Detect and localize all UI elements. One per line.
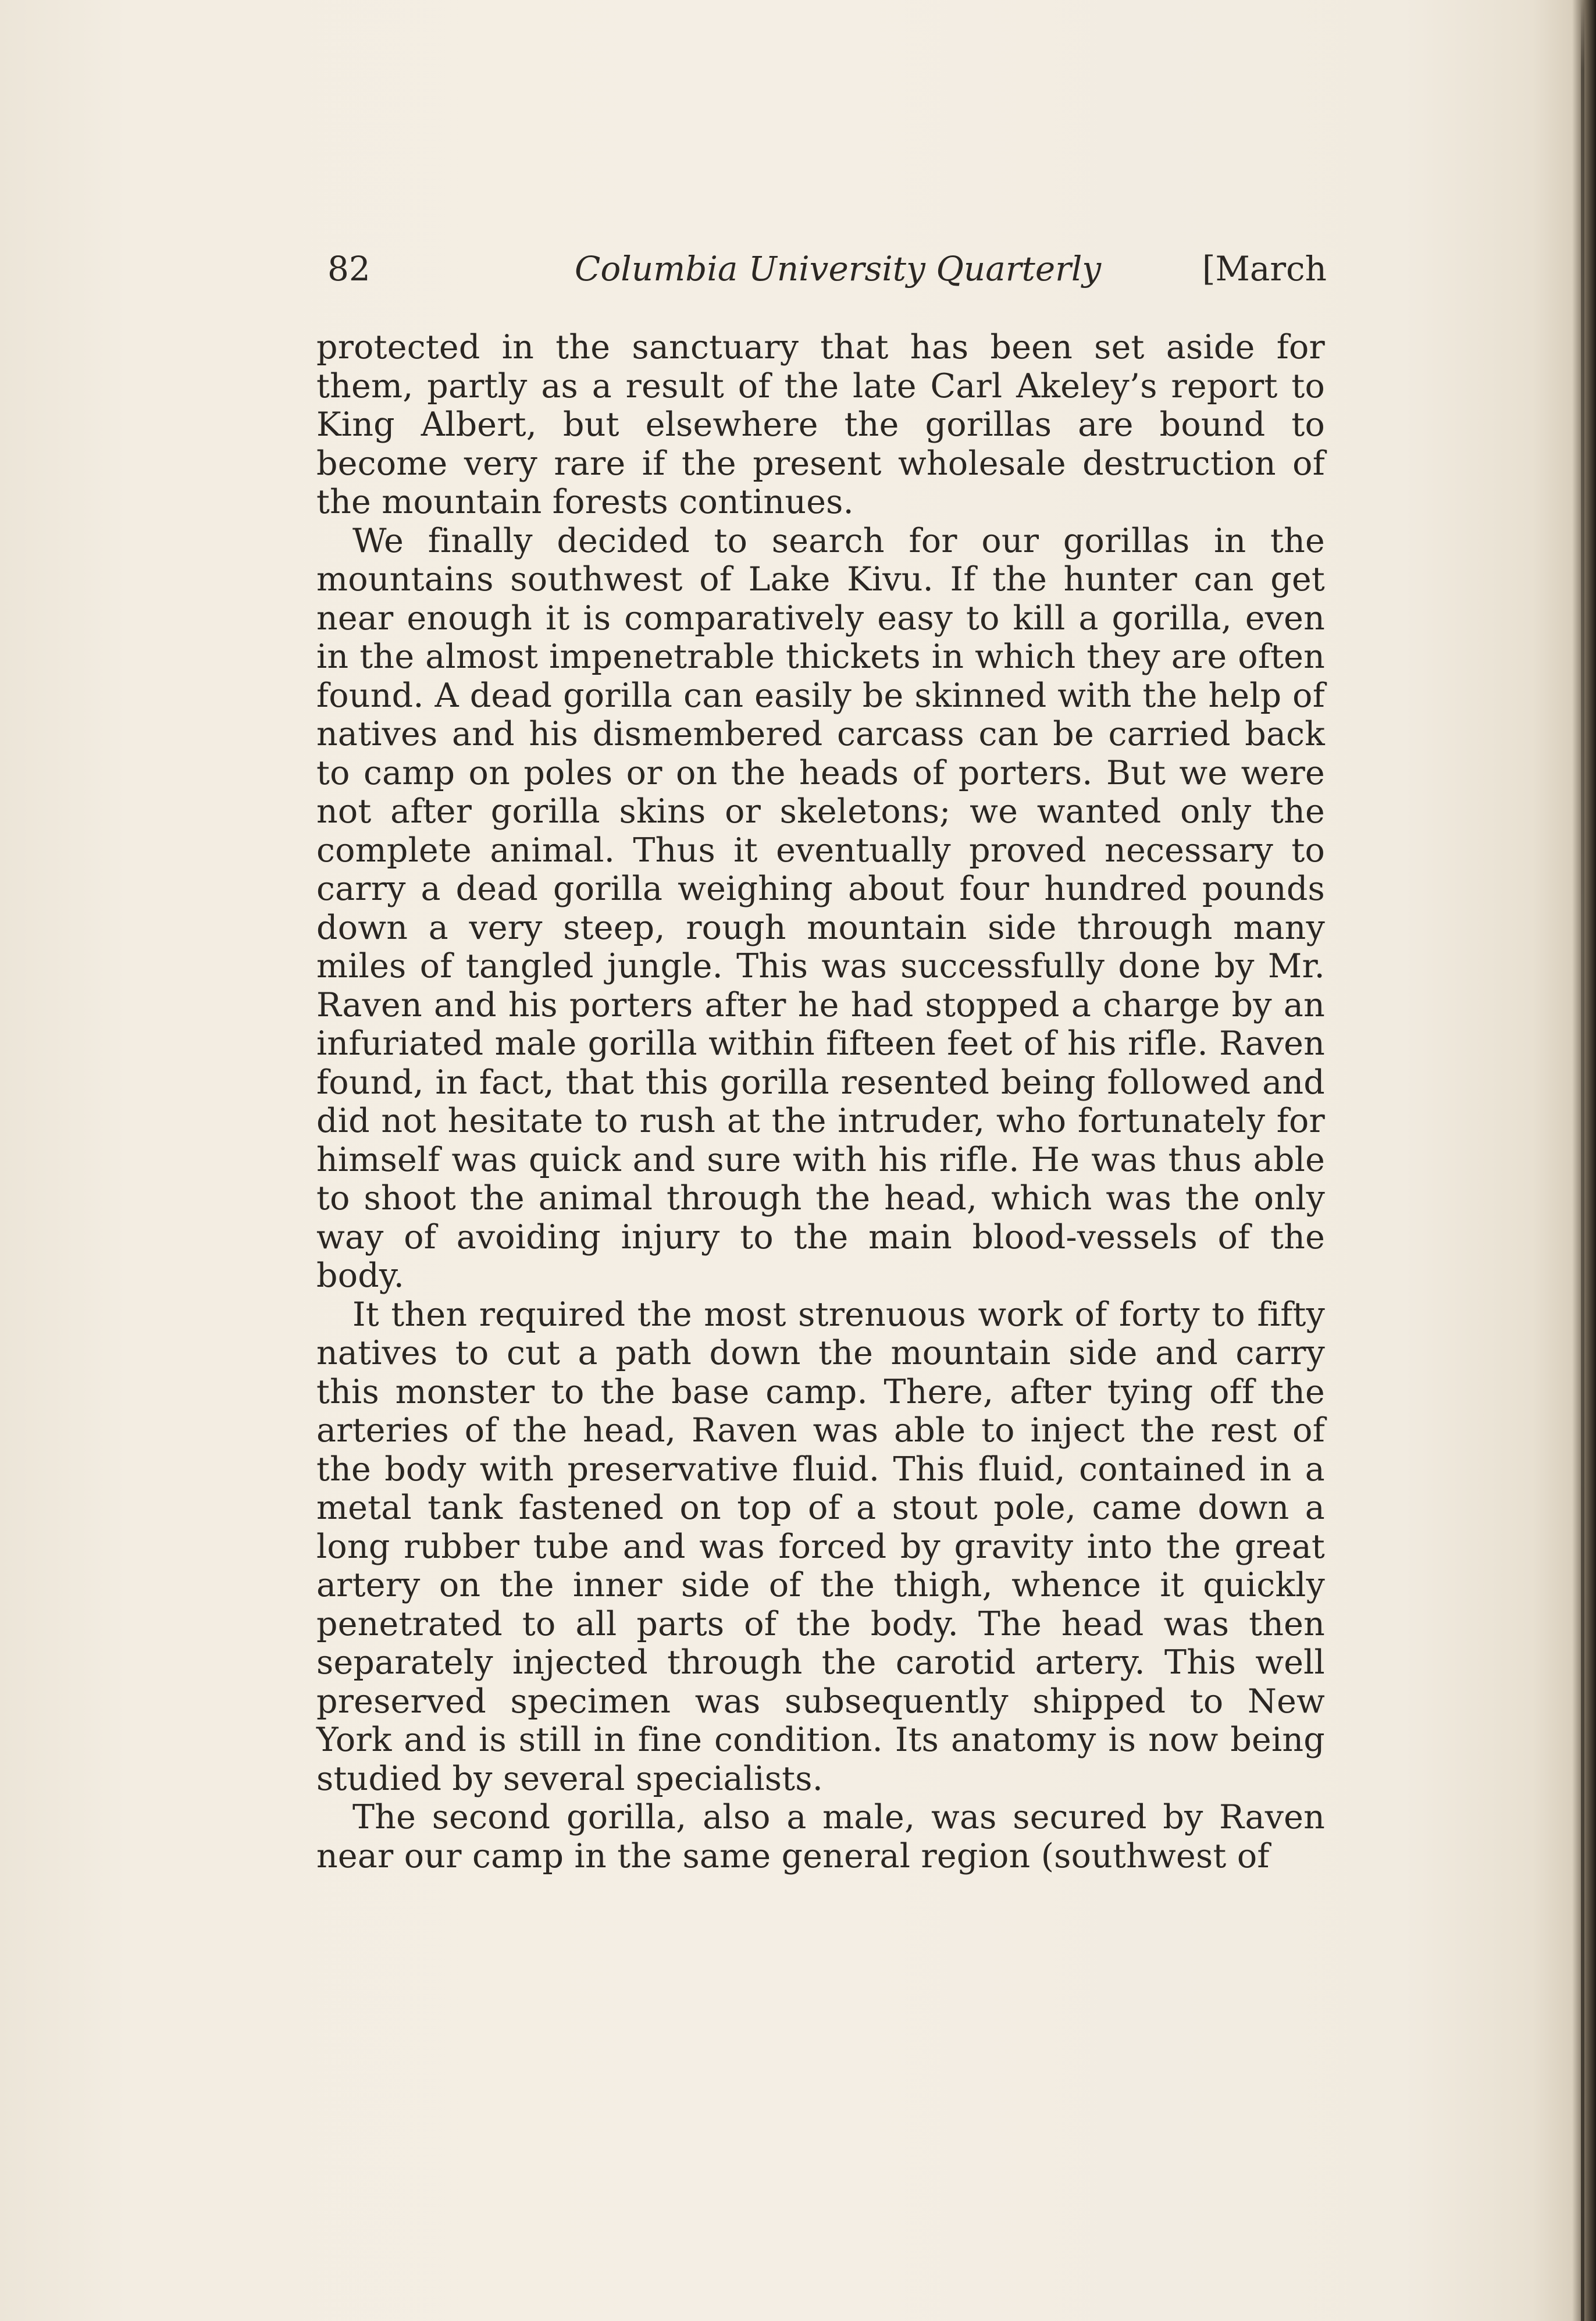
paragraph-2: We finally decided to search for our gorillas in the mountains southwest of Lake Kivu. If the hunter can get near enough it is comparatively easy to kill a gorilla, even in the almost impenetrable thickets in which they are often found. A dead gorilla can easily be skinned with the help of natives and his dismembered carcass can be carried back to camp on poles or on the heads of porters. But we were not after gorilla skins or skeletons; we wanted only the complete animal. Thus it eventually proved necessary to carry a dead gorilla weighing about four hundred pounds down a very steep, rough mountain side through many miles of tangled jungle. This was successfully done by Mr. Raven and his porters after he had stopped a charge by an infuriated male gorilla within fifteen feet of his rifle. Raven found, in fact, that this gorilla resented being followed and did not hesitate to rush at the intruder, who fortunately for himself was quick and sure with his rifle. He was thus able to shoot the animal through the head, which was the only way of avoiding injury to the main blood-vessels of the body.	[316, 521, 1325, 1295]
article-body	[316, 328, 1325, 1875]
journal-title: Columbia University Quarterly	[575, 249, 1102, 289]
page-number: 82	[327, 249, 370, 289]
page-edge-shadow	[1581, 0, 1584, 2321]
paragraph-4: The second gorilla, also a male, was secured by Raven near our camp in the same general region (southwest of	[316, 1798, 1325, 1875]
paragraph-1: protected in the sanctuary that has been set aside for them, partly as a result of the late Carl Akeley’s report to King Albert, but elsewhere the gorillas are bound to become very rare if the present wholesale destruction of the mountain forests continues.	[316, 328, 1325, 521]
running-header	[327, 249, 1327, 296]
issue-label: [March	[1202, 249, 1327, 289]
paragraph-3: It then required the most strenuous work of forty to fifty natives to cut a path down the mountain side and carry this monster to the base camp. There, after tying off the arteries of the head, Raven was able to inject the rest of the body with preservative fluid. This fluid, contained in a metal tank fastened on top of a stout pole, came down a long rubber tube and was forced by gravity into the great artery on the inner side of the thigh, whence it quickly penetrated to all parts of the body. The head was then separately injected through the carotid artery. This well preserved specimen was subsequently shipped to New York and is still in fine condition. Its anatomy is now being studied by several specialists.	[316, 1295, 1325, 1798]
